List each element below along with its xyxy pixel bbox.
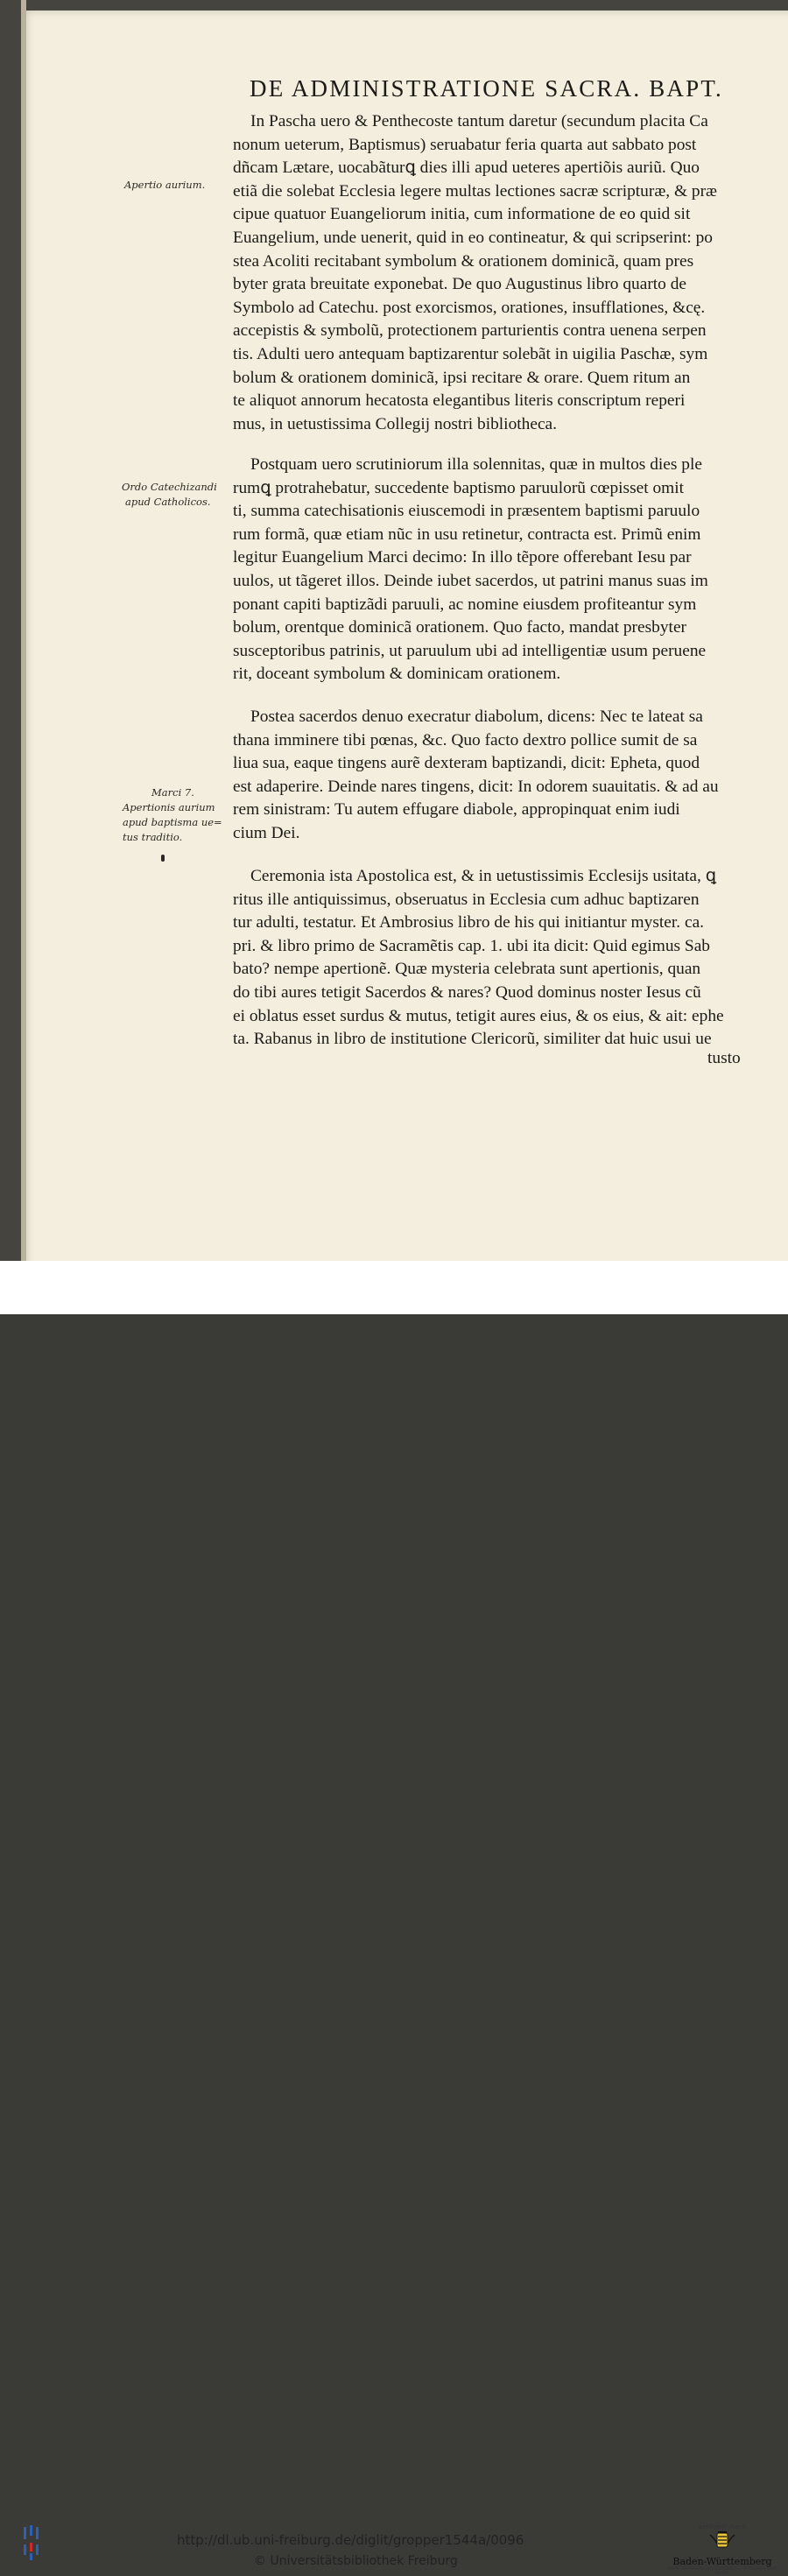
text-line: pri. & libro primo de Sacramẽtis cap. 1. ubi ita dicit: Quid egimus Sab [233,936,710,955]
text-line: In Pascha uero & Penthecoste tantum daretur (secundum placita Ca [250,112,708,130]
ub-freiburg-logo-icon [23,2525,40,2562]
text-line: ti, summa catechisationis eiuscemodi in præsentem baptismi paruulo [233,502,700,521]
catchword: tusto [707,1049,741,1067]
text-line: Postea sacerdos denuo execratur diabolum, dicens: Nec te lateat sa [250,707,703,726]
margin-note-line: tus traditio. [123,831,183,843]
text-line: nonum ueterum, Baptismus) seruabatur feria quarta aut sabbato post [233,135,697,154]
sponsor-ministry: MINISTERIUM FÜR WISSENSCHAFT, FORSCHUNG UND KUNST [667,2567,777,2576]
text-line: rumꝗ protrahebatur, succedente baptismo paruulorũ cœpisset omit [233,478,685,497]
coat-of-arms-icon [707,2531,737,2552]
margin-note-apertio [124,178,205,193]
text-line: est adaperire. Deinde nares tingens, dicit: In odorem suauitatis. & ad au [233,777,719,796]
text-line: cipue quatuor Euangeliorum initia, cum informatione de eo quid sit [233,205,691,224]
text-line: Euangelium, unde uenerit, quid in eo contineatur, & qui scripserint: po [233,228,713,247]
margin-note-line: Marci 7. [151,786,194,799]
text-line: rit, doceant symbolum & dominicam orationem. [233,665,561,684]
text-line: bolum, orentque dominicã orationem. Quo facto, mandat presbyter [233,618,687,637]
text-line: susceptoribus patrinis, ut paruulum ubi ad intelligentiæ usum peruene [233,641,707,660]
margin-note-marci [123,785,222,845]
margin-note-line: Apertionis aurium [123,801,215,813]
text-line: thana imminere tibi pœnas, &c. Quo facto dextro pollice sumit de sa [233,730,698,750]
running-head: DE ADMINISTRATIONE SACRA. BAPT. [250,75,723,102]
margin-note-line: Apertio aurium. [124,179,206,191]
copyright-text: © Universitätsbibliothek Freiburg [254,2554,458,2568]
paragraph-1 [233,110,758,436]
page-edge [21,0,26,1261]
text-line: etiã die solebat Ecclesia legere multas lectiones sacræ scripturæ, & præ [233,181,717,201]
text-line: rem sinistram: Tu autem effugare diabole, appropinquat enim iudi [233,800,680,820]
text-line: accepistis & symbolũ, protectionem parturientis contra uenena serpen [233,321,707,341]
margin-note-line: apud Catholicos. [125,496,211,508]
paragraph-2 [233,454,758,686]
text-line: Postquam uero scrutiniorum illa solennitas, quæ in multos dies ple [250,455,702,474]
text-line: ritus ille antiquissimus, obseruatus in Ecclesia cum adhuc baptizaren [233,890,700,909]
text-line: cium Dei. [233,823,300,842]
sponsor-label: gefördert durch [698,2523,747,2530]
paragraph-4 [233,865,758,1052]
text-line: Ceremonia ista Apostolica est, & in uetustissimis Ecclesijs usitata, ꝗ [250,867,717,885]
text-line: legitur Euangelium Marci decimo: In illo tẽpore offerebant Iesu par [233,548,692,567]
text-line: ei oblatus esset surdus & mutus, tetigit aures eius, & os eius, & ait: ephe [233,1006,724,1025]
text-line: liua sua, eaque tingens aurẽ dexteram baptizandi, dicit: Epheta, quod [233,754,700,773]
sponsor-name: Baden-Württemberg [672,2556,772,2567]
text-line: tur adulti, testatur. Et Ambrosius libro de his qui initiantur myster. ca. [233,913,705,933]
paragraph-3 [233,706,758,846]
text-line: rum formã, quæ etiam nũc in usu retinetur, contracta est. Primũ enim [233,524,701,544]
scan-viewer [0,0,788,1261]
permalink-url[interactable]: http://dl.ub.uni-freiburg.de/diglit/gropper1544a/0096 [177,2532,524,2548]
text-line: stea Acoliti recitabant symbolum & orationem dominicã, quam pres [233,251,694,271]
text-line: tis. Adulti uero antequam baptizarentur solebãt in uigilia Paschæ, sym [233,344,708,363]
text-line: dñcam Lætare, uocabãturꝗ dies illi apud ueteres apertiõis auriũ. Quo [233,158,700,178]
text-line: ponant capiti baptizãdi paruuli, ac nomine eiusdem profiteantur sym [233,595,697,614]
text-line: do tibi aures tetigit Sacerdos & nares? Quod dominus noster Iesus cũ [233,982,701,1002]
ink-mark [161,855,165,862]
text-line: ta. Rabanus in libro de institutione Clericorũ, similiter dat huic usui ue [233,1030,712,1049]
margin-note-line: Ordo Catechizandi [122,481,217,493]
text-line: Symbolo ad Catechu. post exorcismos, orationes, insufflationes, &cę. [233,298,706,317]
text-line: byter grata breuitate exponebat. De quo Augustinus libro quarto de [233,275,687,294]
text-line: bato? nempe apertionẽ. Quæ mysteria celebrata sunt apertionis, quan [233,960,701,979]
text-line: bolum & orationem dominicã, ipsi recitare & orare. Quem ritum an [233,368,691,387]
footer-bar [0,1261,788,2576]
text-line: te aliquot annorum hecatosta elegantibus literis conscriptum reperi [233,391,686,411]
text-line: mus, in uetustissima Collegij nostri bibliotheca. [233,414,558,433]
margin-note-line: apud baptisma ue= [123,816,222,828]
margin-note-ordo [122,480,217,510]
sponsor-block [665,2522,779,2575]
text-line: uulos, ut tãgeret illos. Deinde iubet sacerdos, ut patrini manus suas im [233,571,708,590]
